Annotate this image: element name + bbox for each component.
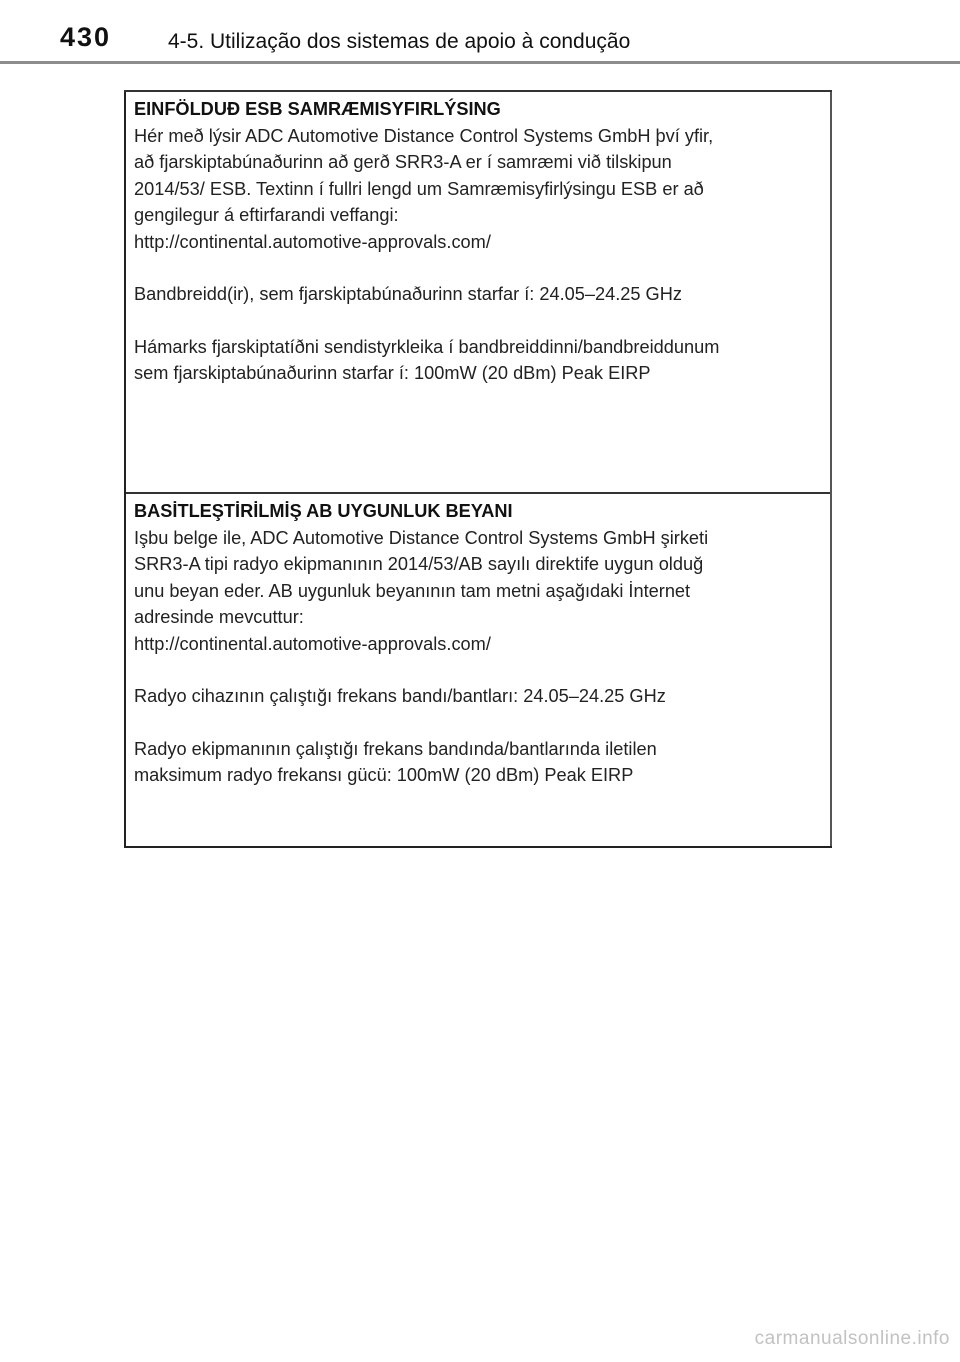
page-number: 430 xyxy=(60,22,112,52)
turkish-power-line: Radyo ekipmanının çalıştığı frekans bandında/bantlarında iletilen xyxy=(134,738,657,759)
turkish-body-line: SRR3-A tipi radyo ekipmanının 2014/53/AB sayılı direktife uygun olduğ xyxy=(134,554,704,574)
declaration-box xyxy=(124,90,832,848)
turkish-body-line: adresinde mevcuttur: xyxy=(134,607,304,627)
spacer xyxy=(134,255,830,281)
icelandic-body-line: að fjarskiptabúnaðurinn að gerð SRR3-A er í samræmi við tilskipun xyxy=(134,152,672,172)
icelandic-body-line: gengilegur á eftirfarandi veffangi: xyxy=(134,205,399,225)
turkish-body-line: Işbu belge ile, ADC Automotive Distance Control Systems GmbH şirketi xyxy=(134,527,709,548)
icelandic-power-line: Hámarks fjarskiptatíðni sendistyrkleika í bandbreiddinni/bandbreiddunum xyxy=(134,336,720,357)
icelandic-body-line: 2014/53/ ESB. Textinn í fullri lengd um Samræmisyfirlýsingu ESB er að xyxy=(134,178,704,199)
spacer xyxy=(134,308,830,334)
box-bottom-rule xyxy=(124,846,832,848)
turkish-declaration-title: BASİTLEŞTİRİLMİŞ AB UYGUNLUK BEYANI xyxy=(134,501,513,521)
page-header xyxy=(0,0,960,64)
icelandic-power-line: sem fjarskiptabúnaðurinn starfar í: 100mW (20 dBm) Peak EIRP xyxy=(134,363,651,383)
spacer xyxy=(134,710,830,736)
icelandic-band-line: Bandbreidd(ir), sem fjarskiptabúnaðurinn starfar í: 24.05–24.25 GHz xyxy=(134,284,682,304)
spacer xyxy=(134,657,830,683)
site-watermark: carmanualsonline.info xyxy=(754,1328,950,1349)
turkish-url: http://continental.automotive-approvals.com/ xyxy=(134,633,491,654)
icelandic-declaration-title: EINFÖLDUÐ ESB SAMRÆMISYFIRLÝSING xyxy=(134,99,501,119)
turkish-power-line: maksimum radyo frekansı gücü: 100mW (20 dBm) Peak EIRP xyxy=(134,765,634,785)
turkish-band-line: Radyo cihazının çalıştığı frekans bandı/bantları: 24.05–24.25 GHz xyxy=(134,686,666,706)
turkish-body-line: unu beyan eder. AB uygunluk beyanının tam metni aşağıdaki İnternet xyxy=(134,580,691,601)
section-title: 4-5. Utilização dos sistemas de apoio à condução xyxy=(168,30,631,53)
icelandic-body-line: Hér með lýsir ADC Automotive Distance Control Systems GmbH því yfir, xyxy=(134,125,714,146)
turkish-declaration xyxy=(126,492,830,846)
icelandic-url: http://continental.automotive-approvals.com/ xyxy=(134,231,491,252)
icelandic-declaration xyxy=(126,92,830,490)
